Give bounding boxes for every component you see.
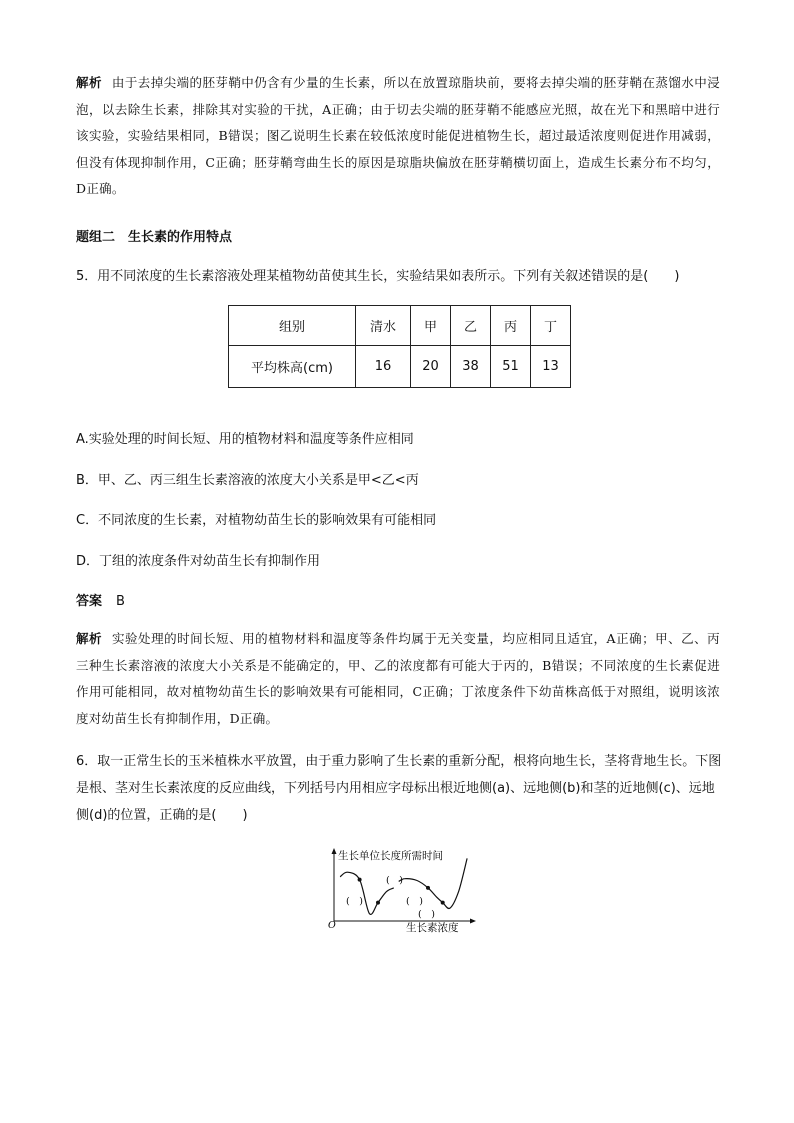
table-cell: 清水 <box>356 306 411 346</box>
option-d: D．丁组的浓度条件对幼苗生长有抑制作用 <box>76 554 321 569</box>
x-axis-arrow <box>470 919 476 924</box>
curve-point <box>426 886 430 890</box>
option-c: C．不同浓度的生长素，对植物幼苗生长的影响效果有可能相同 <box>76 513 437 528</box>
explanation-lead: 解析 <box>76 75 102 90</box>
table-cell: 38 <box>451 346 491 388</box>
table-cell: 13 <box>531 346 571 388</box>
option-b: B．甲、乙、丙三组生长素溶液的浓度大小关系是甲<乙<丙 <box>76 473 419 488</box>
explanation-paragraph-1 <box>76 70 720 203</box>
table-cell: 丁 <box>531 306 571 346</box>
x-axis-label: 生长素浓度 <box>406 922 459 934</box>
response-curve-chart <box>322 846 482 938</box>
table-row <box>229 346 571 388</box>
table-cell: 乙 <box>451 306 491 346</box>
table-cell: 16 <box>356 346 411 388</box>
answer-line <box>76 590 125 609</box>
explanation-text: 实验处理的时间长短、用的植物材料和温度等条件均属于无关变量，均应相同且适宜，A正确；甲、乙、丙三种生长素溶液的浓度大小关系是不能确定的，甲、乙的浓度都有可能大于丙的，B错误；不同浓度的生长素促进作用可能相同，故对植物幼苗生长的影响效果有可能相同，C正确；丁浓度条件下幼苗株高低于对照组，说明该浓度对幼苗生长有抑制作用，D正确。 <box>76 631 720 726</box>
blank-parenthesis: ( ) <box>406 896 423 907</box>
table-header-row <box>229 306 571 346</box>
result-table <box>228 305 571 388</box>
origin-label: O <box>328 920 336 931</box>
option-a: A.实验处理的时间长短、用的植物材料和温度等条件应相同 <box>76 432 414 447</box>
explanation-text: 由于去掉尖端的胚芽鞘中仍含有少量的生长素，所以在放置琼脂块前，要将去掉尖端的胚芽鞘在蒸馏水中浸泡，以去除生长素，排除其对实验的干扰，A正确；由于切去尖端的胚芽鞘不能感应光照，故在光下和黑暗中进行该实验，实验结果相同，B错误；图乙说明生长素在较低浓度时能促进植物生长，超过最适浓度则促进作用减弱，但没有体现抑制作用，C正确；胚芽鞘弯曲生长的原因是琼脂块偏放在胚芽鞘横切面上，造成生长素分布不均匀，D正确。 <box>76 75 720 196</box>
question-5-stem: 5．用不同浓度的生长素溶液处理某植物幼苗使其生长，实验结果如表所示。下列有关叙述错误的是( ) <box>76 269 680 284</box>
table-cell: 平均株高(cm) <box>229 346 356 388</box>
section-title: 题组二 生长素的作用特点 <box>76 230 233 245</box>
table-cell: 组别 <box>229 306 356 346</box>
blank-parenthesis: ( ) <box>346 896 363 907</box>
curve-point <box>358 878 362 882</box>
answer-label: 答案 <box>76 594 103 609</box>
blank-parenthesis: ( ) <box>418 909 435 920</box>
y-axis-arrow <box>332 848 337 854</box>
blank-parenthesis: ( ) <box>386 875 403 886</box>
table-cell: 甲 <box>411 306 451 346</box>
explanation-lead: 解析 <box>76 631 103 646</box>
table-cell: 20 <box>411 346 451 388</box>
curve-point <box>376 901 380 905</box>
curve-point <box>441 901 445 905</box>
y-axis-label: 生长单位长度所需时间 <box>338 850 443 862</box>
answer-value: B <box>116 594 125 609</box>
table-cell: 51 <box>491 346 531 388</box>
explanation-paragraph-2 <box>76 626 720 732</box>
table-cell: 丙 <box>491 306 531 346</box>
question-6-stem: 6．取一正常生长的玉米植株水平放置，由于重力影响了生长素的重新分配，根将向地生长，茎将背地生长。下图是根、茎对生长素浓度的反应曲线，下列括号内用相应字母标出根近地侧(a)、远地侧(b)和茎的近地侧(c)、远地侧(d)的位置，正确的是( ) <box>76 754 722 823</box>
